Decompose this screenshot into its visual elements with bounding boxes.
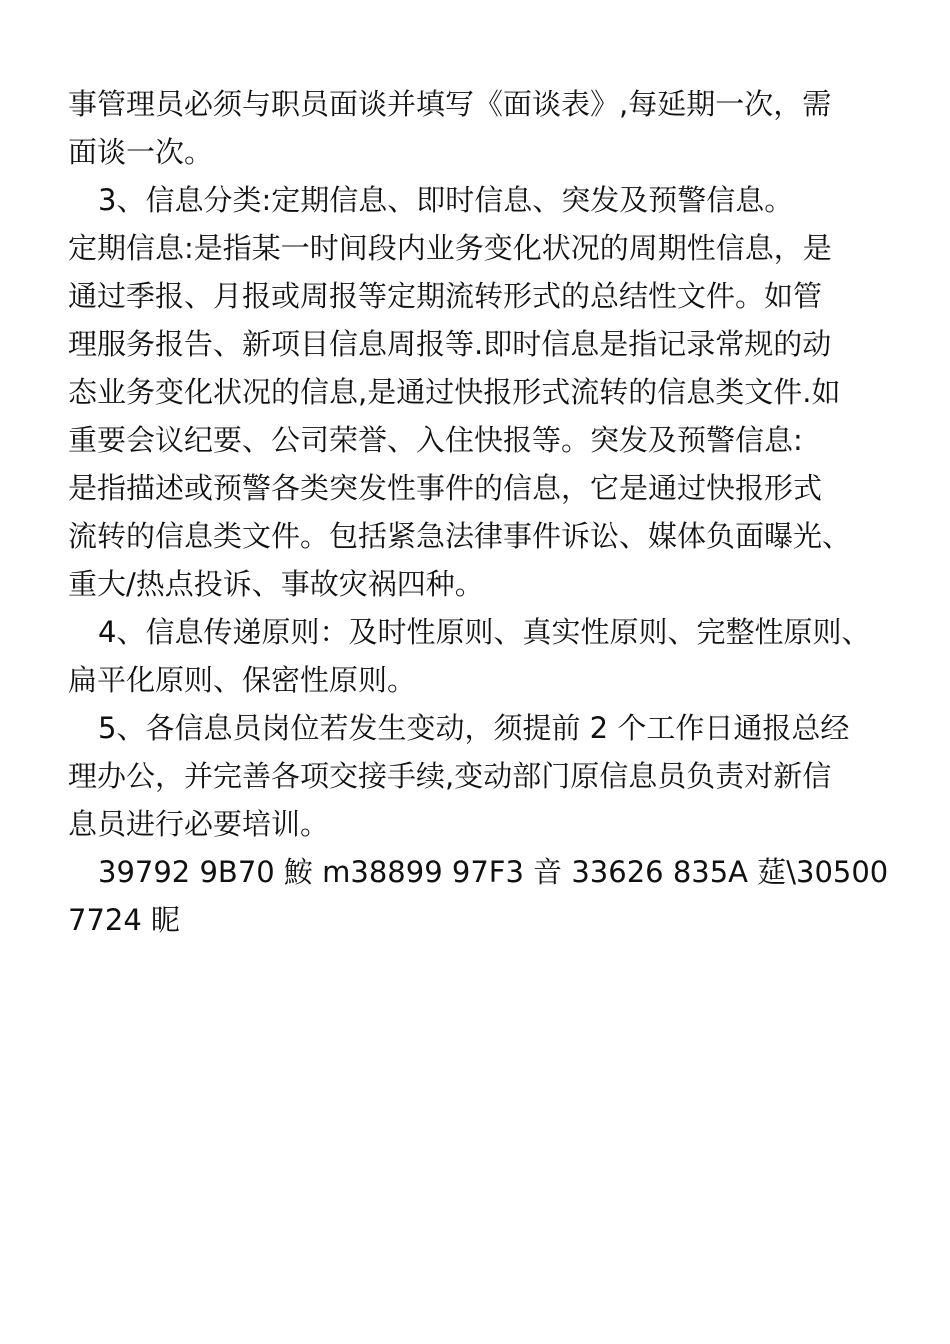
text-line: 重大/热点投诉、事故灾祸四种。 [68,567,484,601]
section-heading-5: 5、各信息员岗位若发生变动，须提前 2 个工作日通报总经 [98,711,850,745]
text-line: 理办公，并完善各项交接手续,变动部门原信息员负责对新信 [68,759,832,793]
document-body [68,80,898,944]
text-line: 是指描述或预警各类突发性事件的信息，它是通过快报形式 [68,471,823,505]
text-line: 重要会议纪要、公司荣誉、入住快报等。突发及预警信息: [68,423,803,457]
text-line: 态业务变化状况的信息,是通过快报形式流转的信息类文件.如 [68,375,841,409]
section-heading-4: 4、信息传递原则：及时性原则、真实性原则、完整性原则、 [98,615,871,649]
text-line: 定期信息:是指某一时间段内业务变化状况的周期性信息，是 [68,231,832,265]
text-line: 扁平化原则、保密性原则。 [68,663,417,697]
text-line: 事管理员必须与职员面谈并填写《面谈表》,每延期一次，需 [68,87,832,121]
text-line: 通过季报、月报或周报等定期流转形式的总结性文件。如管 [68,279,823,313]
code-line: 39792 9B70 鮟 m38899 97F3 音 33626 835A 莚\30500 [98,855,889,889]
section-heading-3: 3、信息分类:定期信息、即时信息、突发及预警信息。 [98,183,794,217]
text-line: 面谈一次。 [68,135,214,169]
text-line: 息员进行必要培训。 [68,807,330,841]
text-line: 流转的信息类文件。包括紧急法律事件诉讼、媒体负面曝光、 [68,519,852,553]
text-line: 理服务报告、新项目信息周报等.即时信息是指记录常规的动 [68,327,832,361]
code-line: 7724 眤 [68,903,181,937]
